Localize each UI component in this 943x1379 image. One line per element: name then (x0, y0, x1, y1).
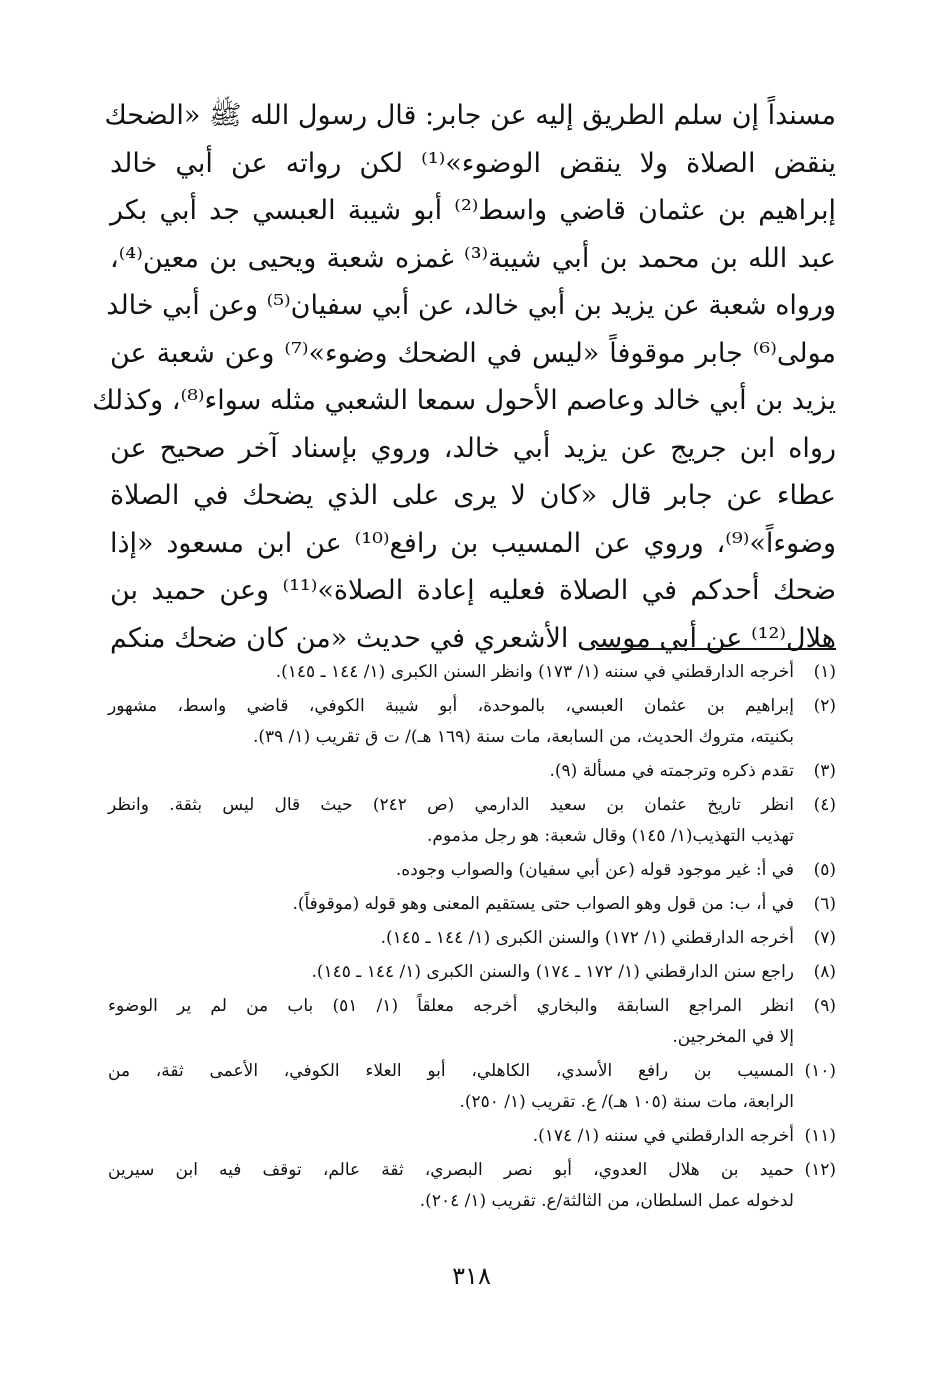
footnote-text: في أ: غير موجود قوله (عن أبي سفيان) والصواب وجوده. (395, 860, 794, 880)
footnote-text: انظر تاريخ عثمان بن سعيد الدارمي (ص ٢٤٢) حيث قال ليس بثقة. وانظر (108, 795, 794, 815)
footnote-number: (٦) (813, 894, 836, 914)
footnote-text: لدخوله عمل السلطان، من الثالثة/ع. تقريب (١/ ٢٠٤). (419, 1191, 794, 1211)
page-number: ٣١٨ (452, 1262, 491, 1290)
footnote-number: (٥) (813, 860, 836, 880)
main-text-line: ورواه شعبة عن يزيد بن أبي خالد، عن أبي سفيان⁽⁵⁾ وعن أبي خالد (106, 290, 836, 321)
footnote-text: أخرجه الدارقطني في سننه (١/ ١٧٣) وانظر السنن الكبرى (١/ ١٤٤ ـ ١٤٥). (275, 662, 794, 682)
main-text-line: رواه ابن جريج عن يزيد أبي خالد، وروي بإسناد آخر صحيح عن (110, 432, 836, 464)
footnote-text: أخرجه الدارقطني في سننه (١/ ١٧٤). (532, 1126, 794, 1146)
footnote (108, 756, 836, 787)
main-text-line: ضحك أحدكم في الصلاة فعليه إعادة الصلاة»⁽¹¹⁾ وعن حميد بن (110, 575, 836, 606)
main-text (92, 92, 837, 662)
main-text-line: عطاء عن جابر قال «كان لا يرى على الذي يضحك في الصلاة (110, 480, 836, 511)
footnote-text: انظر المراجع السابقة والبخاري أخرجه معلقاً (١/ ٥١) باب من لم ير الوضوء (108, 996, 794, 1016)
footnote-text: تقدم ذكره وترجمته في مسألة (٩). (549, 761, 794, 781)
footnote (108, 855, 836, 886)
footnote-text: راجع سنن الدارقطني (١/ ١٧٢ ـ ١٧٤) والسنن الكبرى (١/ ١٤٤ ـ ١٤٥). (311, 962, 794, 982)
footnote (108, 1056, 836, 1118)
footnote-text: الرابعة، مات سنة (١٠٥ هـ)/ ع. تقريب (١/ ٢٥٠). (459, 1092, 794, 1112)
footnote-text: إبراهيم بن عثمان العبسي، بالموحدة، أبو شيبة الكوفي، قاضي واسط، مشهور (108, 696, 794, 716)
footnote-number: (١١) (804, 1126, 836, 1146)
footnote-number: (٩) (813, 996, 836, 1016)
footnote-number: (١) (813, 662, 836, 682)
footnote (108, 1121, 836, 1152)
footnote-text: في أ، ب: من قول وهو الصواب حتى يستقيم المعنى وهو قوله (موقوفاً). (292, 894, 794, 914)
main-text-line: ينقض الصلاة ولا ينقض الوضوء»⁽¹⁾ لكن رواته عن أبي خالد (110, 147, 836, 179)
footnote (108, 957, 836, 988)
main-text-line: مولى⁽⁶⁾ جابر موقوفاً «ليس في الضحك وضوء»⁽⁷⁾ وعن شعبة عن (110, 337, 836, 369)
footnote-text: بكنيته، متروك الحديث، من السابعة، مات سنة (١٦٩ هـ)/ ت ق تقريب (١/ ٣٩). (252, 727, 794, 747)
main-text-line: عبد الله بن محمد بن أبي شيبة⁽³⁾ غمزه شعبة ويحيى بن معين⁽⁴⁾، (110, 242, 837, 274)
main-text-line: يزيد بن أبي خالد وعاصم الأحول سمعا الشعبي مثله سواء⁽⁸⁾، وكذلك (92, 385, 836, 416)
main-text-line: وضوءاً»⁽⁹⁾، وروي عن المسيب بن رافع⁽¹⁰⁾ عن ابن مسعود «إذا (110, 527, 836, 559)
main-text-line: إبراهيم بن عثمان قاضي واسط⁽²⁾ أبو شيبة العبسي جد أبي بكر (110, 195, 837, 226)
footnote-number: (٧) (813, 928, 836, 948)
footnote-number: (١٠) (804, 1061, 836, 1081)
main-text-line: مسنداً إن سلم الطريق إليه عن جابر: قال رسول الله ﷺ «الضحك (104, 100, 836, 131)
footnote-number: (٨) (813, 962, 836, 982)
footnotes (108, 657, 836, 1220)
footnote-separator (596, 648, 836, 650)
footnote-number: (٢) (813, 696, 836, 716)
footnote-text: تهذيب التهذيب(١/ ١٤٥) وقال شعبة: هو رجل مذموم. (427, 826, 794, 846)
footnote (108, 889, 836, 920)
footnote-text: المسيب بن رافع الأسدي، الكاهلي، أبو العلاء الكوفي، الأعمى ثقة، من (108, 1061, 794, 1081)
footnote-text: إلا في المخرجين. (672, 1027, 794, 1047)
footnote-number: (١٢) (804, 1160, 836, 1180)
footnote (108, 1155, 836, 1217)
footnote-text: أخرجه الدارقطني (١/ ١٧٢) والسنن الكبرى (١/ ١٤٤ ـ ١٤٥). (380, 928, 794, 948)
footnote (108, 991, 836, 1053)
footnote (108, 790, 836, 852)
footnote (108, 657, 836, 688)
footnote-text: حميد بن هلال العدوي، أبو نصر البصري، ثقة عالم، توقف فيه ابن سيرين (108, 1160, 794, 1180)
footnote-number: (٤) (813, 795, 836, 815)
footnote (108, 923, 836, 954)
footnote (108, 691, 836, 753)
main-text-line: هلال⁽¹²⁾ عن أبي موسى الأشعري في حديث «من كان ضحك منكم (110, 622, 836, 654)
footnote-number: (٣) (813, 761, 836, 781)
